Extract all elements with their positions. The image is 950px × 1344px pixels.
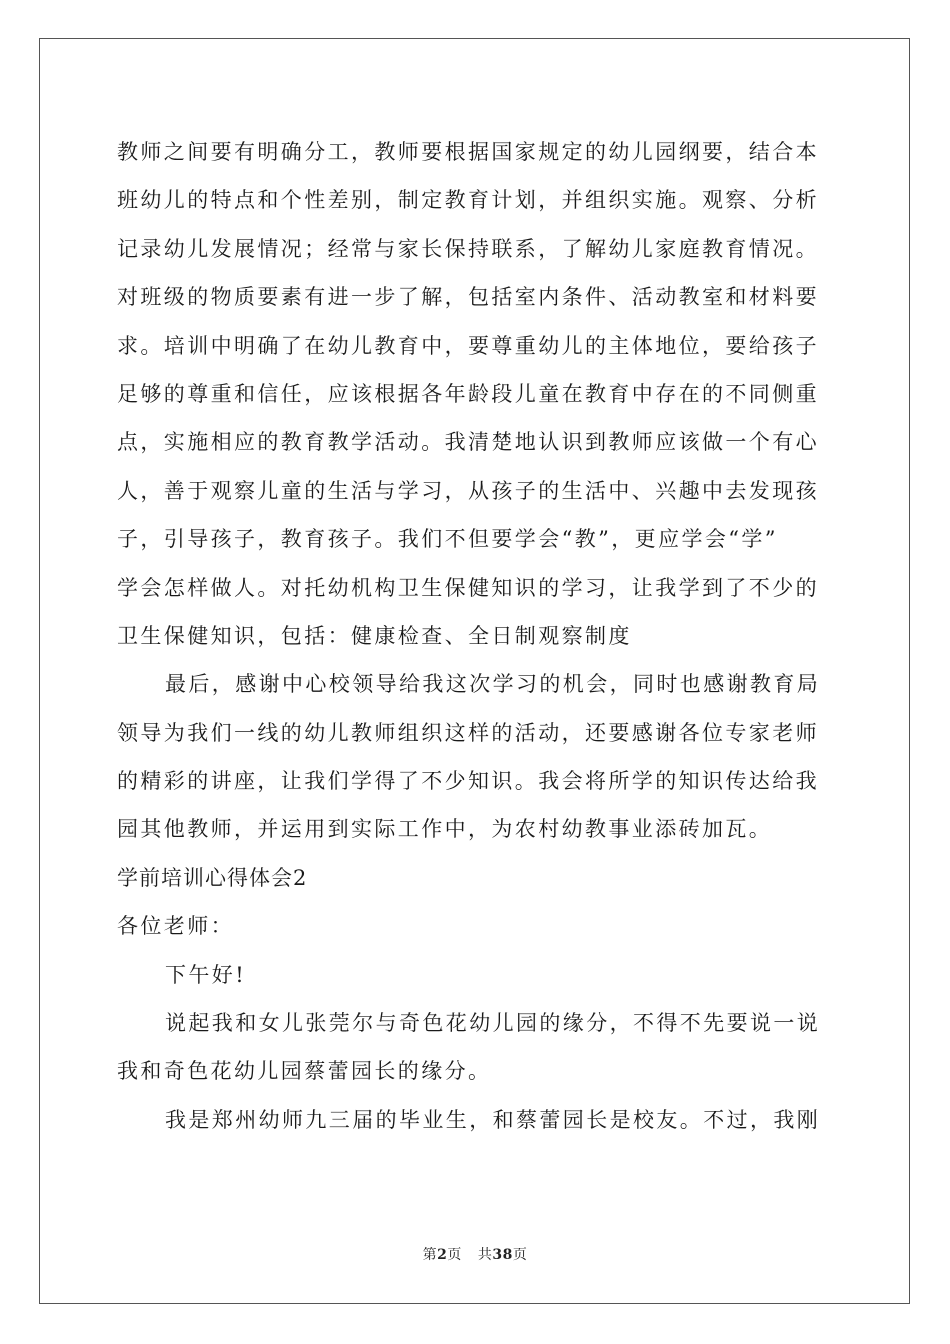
text-line: 教师之间要有明确分工，教师要根据国家规定的幼儿园纲要，结合本 xyxy=(117,140,819,164)
text-line: 的精彩的讲座，让我们学得了不少知识。我会将所学的知识传达给我 xyxy=(117,769,819,794)
page-prefix: 第 xyxy=(422,1247,438,1263)
total-pages-number: 38 xyxy=(492,1247,513,1263)
text-line: 班幼儿的特点和个性差别，制定教育计划，并组织实施。观察、分析 xyxy=(117,188,819,213)
total-suffix: 页 xyxy=(512,1247,528,1263)
text-line: 记录幼儿发展情况；经常与家长保持联系，了解幼儿家庭教育情况。 xyxy=(117,236,819,261)
text-line: 我和奇色花幼儿园蔡蕾园长的缘分。 xyxy=(117,1059,492,1084)
text-line: 足够的尊重和信任，应该根据各年龄段儿童在教育中存在的不同侧重 xyxy=(117,381,819,406)
text-line: 领导为我们一线的幼儿教师组织这样的活动，还要感谢各位专家老师 xyxy=(117,720,819,745)
text-line: 学会怎样做人。对托幼机构卫生保健知识的学习，让我学到了不少的 xyxy=(117,575,819,600)
text-line: 对班级的物质要素有进一步了解，包括室内条件、活动教室和材料要 xyxy=(117,285,819,310)
text-line: 我是郑州幼师九三届的毕业生，和蔡蕾园长是校友。不过，我刚 xyxy=(165,1107,821,1132)
greeting: 下午好! xyxy=(165,962,247,987)
document-body xyxy=(117,128,833,1144)
page-suffix: 页 xyxy=(447,1247,462,1263)
text-line: 最后，感谢中心校领导给我这次学习的机会，同时也感谢教育局 xyxy=(165,672,821,697)
section-heading: 学前培训心得体会2 xyxy=(117,865,308,890)
page-footer xyxy=(0,1244,950,1264)
text-line: 子，引导孩子，教育孩子。我们不但要学会“教”，更应学会“学” xyxy=(117,527,778,552)
text-line: 求。培训中明确了在幼儿教育中，要尊重幼儿的主体地位，要给孩子 xyxy=(117,333,819,358)
total-prefix: 共 xyxy=(477,1247,493,1263)
text-line: 人，善于观察儿童的生活与学习，从孩子的生活中、兴趣中去发现孩 xyxy=(117,478,819,503)
salutation: 各位老师： xyxy=(117,914,234,939)
text-line: 说起我和女儿张莞尔与奇色花幼儿园的缘分，不得不先要说一说 xyxy=(165,1011,821,1036)
current-page-number: 2 xyxy=(437,1247,448,1263)
text-line: 点，实施相应的教育教学活动。我清楚地认识到教师应该做一个有心 xyxy=(117,430,819,455)
text-line: 园其他教师，并运用到实际工作中，为农村幼教事业添砖加瓦。 xyxy=(117,817,773,842)
text-line: 卫生保健知识，包括：健康检查、全日制观察制度 xyxy=(117,623,632,648)
